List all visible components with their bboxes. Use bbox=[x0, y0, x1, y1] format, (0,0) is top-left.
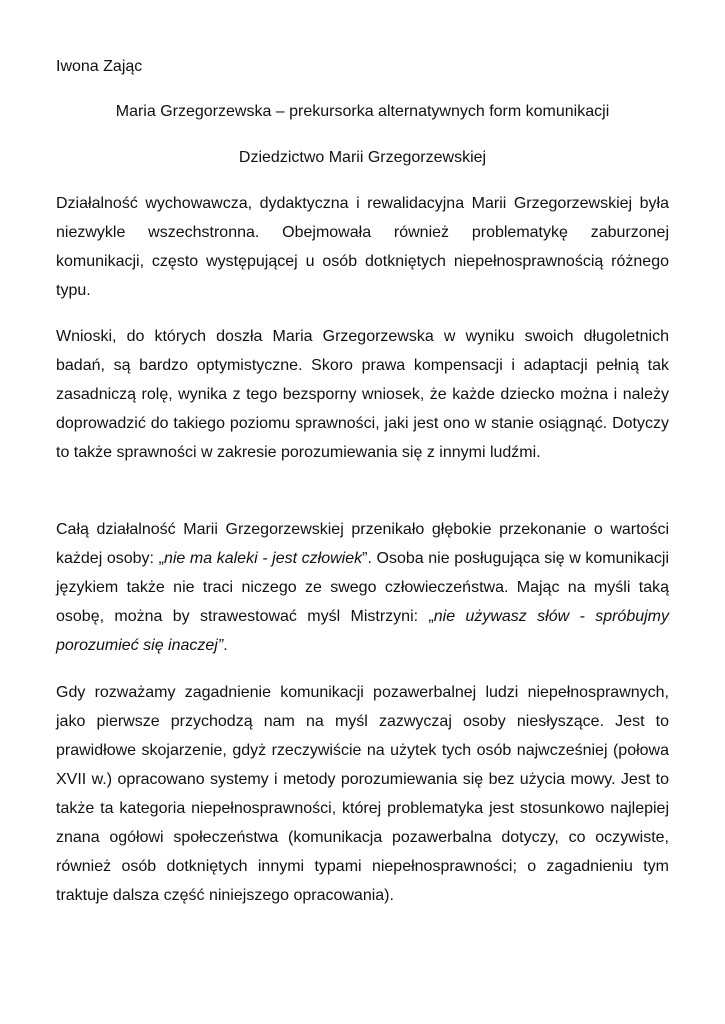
paragraph-3 bbox=[56, 515, 669, 660]
quote-nie-uzywasz-slow: nie używasz słów - spróbujmy porozumieć się inaczej” bbox=[56, 608, 669, 654]
quote-nie-ma-kaleki: nie ma kaleki - jest człowiek bbox=[163, 550, 363, 567]
paragraph-3-text-1: Całą działalność Marii Grzegorzewskiej przenikało głębokie przekonanie o wartości każdej osoby: „ bbox=[56, 521, 669, 567]
paragraph-4: Gdy rozważamy zagadnienie komunikacji pozawerbalnej ludzi niepełnosprawnych, jako pierwsze przychodzą nam na myśl zazwyczaj osoby niesłyszące. Jest to prawidłowe skojarzenie, gdyż rzeczywiście na użytek tych osób najwcześniej (połowa XVII w.) opracowano systemy i metody porozumiewania się bez użycia mowy. Jest to także ta kategoria niepełnosprawności, której problematyka jest stosunkowo najlepiej znana ogółowi społeczeństwa (komunikacja pozawerbalna dotyczy, co oczywiste, również osób dotkniętych innymi typami niepełnosprawności; o zagadnieniu tym traktuje dalsza część niniejszego opracowania). bbox=[56, 684, 669, 904]
section-subtitle: Dziedzictwo Marii Grzegorzewskiej bbox=[238, 149, 487, 166]
paragraph-3-text-2: ”. Osoba nie posługująca się w komunikacji językiem także nie traci niczego ze swego człowieczeństwa. Mając na myśli taką osobę, można by strawestować myśl Mistrzyni: „ bbox=[56, 550, 669, 625]
document-title: Maria Grzegorzewska – prekursorka alternatywnych form komunikacji bbox=[115, 103, 610, 120]
paragraph-3-text-3: . bbox=[223, 637, 228, 654]
author-name: Iwona Zając bbox=[56, 58, 143, 75]
paragraph-1: Działalność wychowawcza, dydaktyczna i rewalidacyjna Marii Grzegorzewskiej była niezwykle wszechstronna. Obejmowała również problematykę zaburzonej komunikacji, często występującej u osób dotkniętych niepełnosprawnością różnego typu. bbox=[56, 195, 669, 299]
paragraph-2: Wnioski, do których doszła Maria Grzegorzewska w wyniku swoich długoletnich badań, są bardzo optymistyczne. Skoro prawa kompensacji i adaptacji pełnią tak zasadniczą rolę, wynika z tego bezsporny wniosek, że każde dziecko można i należy doprowadzić do takiego poziomu sprawności, jaki jest ono w stanie osiągnąć. Dotyczy to także sprawności w zakresie porozumiewania się z innymi ludźmi. bbox=[56, 328, 669, 461]
